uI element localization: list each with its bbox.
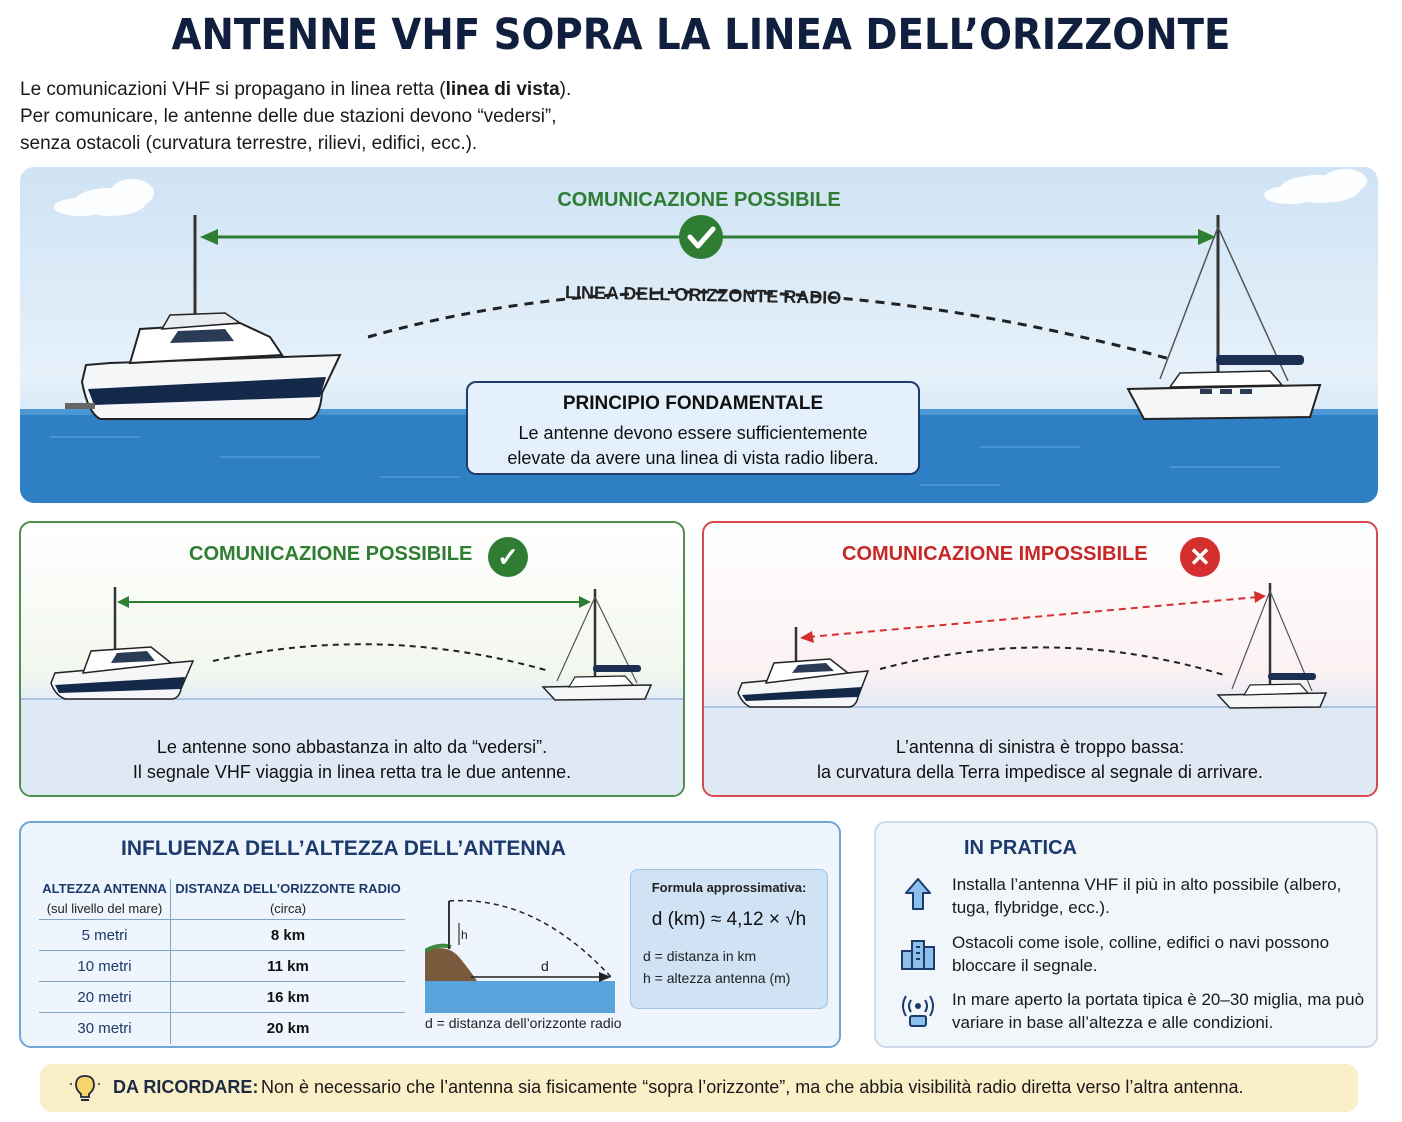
height-distance-table — [39, 879, 405, 1044]
col-header-distance-sub: (circa) — [269, 901, 307, 916]
hero-status-title: COMUNICAZIONE POSSIBILE — [557, 189, 841, 211]
lightbulb-icon — [70, 1072, 100, 1104]
practice-item-text: Ostacoli come isole, colline, edifici o navi possono bloccare il segnale. — [952, 933, 1330, 975]
panel-ok-caption-line-2: Il segnale VHF viaggia in linea retta tra le due antenne. — [132, 762, 572, 782]
sailboat-icon — [1128, 215, 1320, 419]
intro-line-1-c: ). — [559, 79, 572, 100]
cell-height: 20 metri — [39, 982, 171, 1013]
formula-legend-h: h = altezza antenna (m) — [643, 970, 791, 986]
cell-distance: 8 km — [171, 920, 405, 951]
remember-label: DA RICORDARE: — [113, 1077, 259, 1097]
panel-ko-title: COMUNICAZIONE IMPOSSIBILE — [842, 543, 1148, 565]
diagram-h-label: h — [461, 928, 468, 942]
formula-legend-d: d = distanza in km — [643, 948, 757, 964]
intro-text — [20, 76, 571, 157]
col-header-distance — [171, 879, 405, 920]
cell-height: 30 metri — [39, 1013, 171, 1044]
panel-ko-caption-line-1: L’antenna di sinistra è troppo bassa: — [895, 737, 1185, 757]
practice-item-text: Installa l’antenna VHF il più in alto possibile (albero, tuga, flybridge, ecc.). — [952, 875, 1342, 917]
check-icon: ✓ — [488, 537, 528, 577]
table-header-row — [39, 879, 405, 920]
principle-line-1: Le antenne devono essere sufficientemente — [518, 423, 868, 443]
panel-ok-caption — [21, 735, 683, 785]
panel-ko-caption-line-2: la curvatura della Terra impedisce al segnale di arrivare. — [817, 762, 1263, 782]
radio-tower-icon — [898, 990, 938, 1030]
practice-title: IN PRATICA — [964, 837, 1077, 859]
cell-distance: 16 km — [171, 982, 405, 1013]
radio-horizon-label: LINEA DELL’ORIZZONTE RADIO — [564, 282, 842, 308]
line-of-sight-arrow — [117, 596, 591, 608]
principle-title: PRINCIPIO FONDAMENTALE — [562, 393, 824, 414]
remember-bar — [40, 1064, 1358, 1112]
sailboat-icon — [543, 589, 651, 700]
cell-height: 5 metri — [39, 920, 171, 951]
diagram-caption: d = distanza dell’orizzonte radio — [425, 1015, 622, 1031]
antenna-height-box — [19, 821, 841, 1048]
panel-ko-caption — [704, 735, 1376, 785]
horizon-distance-diagram — [425, 885, 625, 1013]
formula-equation: d (km) ≈ 4,12 × √h — [651, 909, 807, 930]
blocked-signal-arrow — [800, 591, 1266, 643]
cross-icon: ✕ — [1180, 537, 1220, 577]
intro-line-1-a: Le comunicazioni VHF si propagano in linea retta ( — [20, 79, 446, 100]
radio-horizon-curve — [213, 644, 549, 671]
practice-item-text: In mare aperto la portata tipica è 20–30 miglia, ma può variare in base all’altezza e alle condizioni. — [952, 990, 1365, 1032]
motorboat-icon — [65, 215, 340, 419]
check-icon — [679, 215, 723, 259]
intro-line-2: Per comunicare, le antenne delle due stazioni devono “vedersi”, — [20, 106, 557, 127]
arrow-up-icon — [898, 875, 938, 915]
radio-horizon-curve — [880, 647, 1224, 675]
table-row — [39, 920, 405, 951]
cell-distance: 20 km — [171, 1013, 405, 1044]
col-header-height-sub: (sul livello del mare) — [46, 901, 163, 916]
panel-ok-caption-line-1: Le antenne sono abbastanza in alto da “vedersi”. — [156, 737, 548, 757]
intro-line-3: senza ostacoli (curvatura terrestre, rilievi, edifici, ecc.). — [20, 133, 478, 154]
table-row — [39, 951, 405, 982]
table-row — [39, 982, 405, 1013]
intro-line-1 — [20, 76, 571, 103]
hero-illustration — [20, 167, 1378, 503]
buildings-icon — [898, 933, 938, 973]
cell-distance: 11 km — [171, 951, 405, 982]
formula-box — [630, 869, 828, 1009]
principle-line-2: elevate da avere una linea di vista radio libera. — [507, 448, 879, 468]
cell-height: 10 metri — [39, 951, 171, 982]
col-header-distance-label: DISTANZA DELL’ORIZZONTE RADIO — [175, 881, 401, 896]
col-header-height-label: ALTEZZA ANTENNA — [42, 881, 167, 896]
panel-communication-possible — [19, 521, 685, 797]
diagram-d-label: d — [541, 958, 549, 974]
remember-text: Non è necessario che l’antenna sia fisicamente “sopra l’orizzonte”, ma che abbia visibilità radio diretta verso l’altra antenna. — [261, 1077, 1244, 1097]
practice-box — [874, 821, 1378, 1048]
formula-title: Formula approssimativa: — [651, 880, 807, 895]
panel-communication-impossible — [702, 521, 1378, 797]
col-header-height — [39, 879, 171, 920]
sailboat-icon — [1218, 583, 1326, 708]
panel-ok-title: COMUNICAZIONE POSSIBILE — [189, 543, 473, 565]
page-title: ANTENNE VHF SOPRA LA LINEA DELL’ORIZZONTE — [171, 10, 1231, 60]
principle-box — [466, 381, 920, 475]
antenna-height-title: INFLUENZA DELL’ALTEZZA DELL’ANTENNA — [121, 837, 566, 860]
intro-line-1-bold: linea di vista — [445, 79, 560, 100]
table-row — [39, 1013, 405, 1044]
